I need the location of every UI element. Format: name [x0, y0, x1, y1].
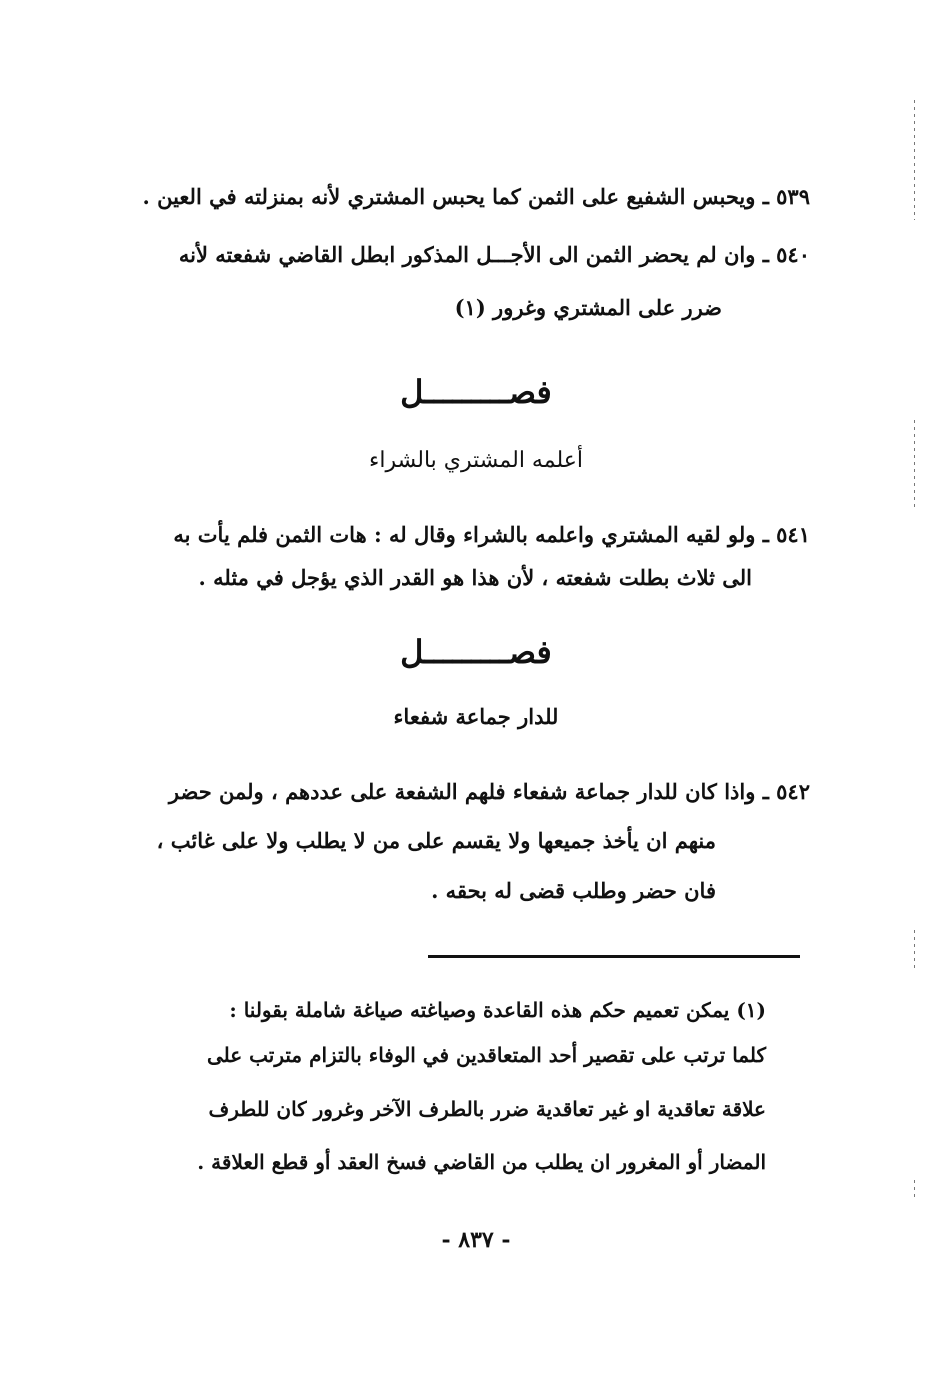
paragraph-541-line-2: الى ثلاث بطلت شفعته ، لأن هذا هو القدر الذي يؤجل في مثله . [198, 565, 752, 590]
scan-margin-mark [914, 1180, 915, 1200]
paragraph-540-line-2: ضرر على المشتري وغرور (١) [454, 295, 722, 320]
paragraph-540-line-1: ٥٤٠ ـ وان لم يحضر الثمن الى الأجـــل المذكور ابطل القاضي شفعته لأنه [178, 242, 810, 267]
paragraph-542-line-2: منهم ان يأخذ جميعها ولا يقسم على من لا يطلب ولا على غائب ، [156, 828, 716, 853]
section-subheading-1: أعلمه المشتري بالشراء [369, 448, 583, 473]
scan-margin-mark [914, 420, 915, 510]
footnote-line-3: علاقة تعاقدية او غير تعاقدية ضرر بالطرف الآخر وغرور كان للطرف [208, 1097, 766, 1121]
section-heading-2: فصـــــــــل [400, 633, 552, 671]
section-subheading-2: للدار جماعة شفعاء [393, 704, 559, 729]
footnote-line-1: (١) يمكن تعميم حكم هذه القاعدة وصياغته صياغة شاملة بقولنا : [229, 998, 766, 1022]
footnote-divider [428, 955, 800, 958]
scan-margin-mark [914, 100, 915, 220]
paragraph-542-line-3: فان حضر وطلب قضى له بحقه . [431, 878, 716, 903]
footnote-line-4: المضار أو المغرور ان يطلب من القاضي فسخ العقد أو قطع العلاقة . [197, 1150, 766, 1174]
paragraph-541-line-1: ٥٤١ ـ ولو لقيه المشتري واعلمه بالشراء وقال له : هات الثمن فلم يأت به [173, 522, 810, 547]
scan-margin-mark [914, 930, 915, 970]
section-heading-1: فصـــــــــل [400, 373, 552, 411]
paragraph-539: ٥٣٩ ـ ويحبس الشفيع على الثمن كما يحبس المشتري لأنه بمنزلته في العين . [142, 184, 810, 209]
footnote-line-2: كلما ترتب على تقصير أحد المتعاقدين في الوفاء بالتزام مترتب على [206, 1043, 766, 1067]
page-number: - ٨٣٧ - [441, 1227, 511, 1253]
paragraph-542-line-1: ٥٤٢ ـ واذا كان للدار جماعة شفعاء فلهم الشفعة على عددهم ، ولمن حضر [168, 779, 810, 804]
